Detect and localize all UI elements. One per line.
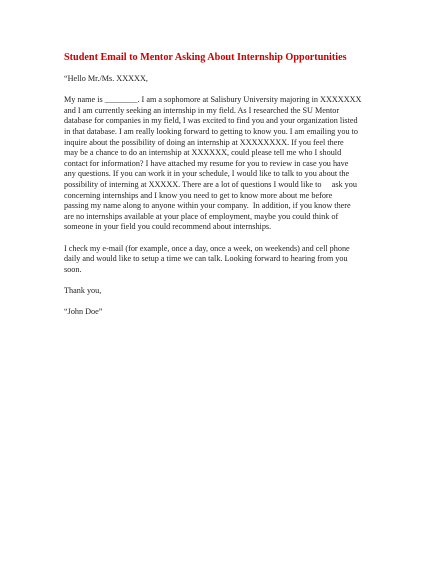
contact-line: soon. xyxy=(64,264,82,274)
body-line: My name is ________. I am a sophomore at Salisbury University majoring in XXXXXXX xyxy=(64,95,362,105)
contact-line: daily and would like to setup a time we can talk. Looking forward to hearing from you xyxy=(64,254,348,264)
body-line: possibility of interning at XXXXX. There are a lot of questions I would like to ask you xyxy=(64,179,357,189)
body-line: database for companies in my field, I was excited to find you and your organization listed xyxy=(64,116,358,126)
body-line: are no internships available at your place of employment, maybe you could think of xyxy=(64,211,339,221)
body-line: and I am currently seeking an internship in my field. As I researched the SU Mentor xyxy=(64,105,340,115)
email-document xyxy=(64,51,400,328)
body-line: in that database. I am really looking forward to getting to know you. I am emailing you to xyxy=(64,126,358,136)
document-title: Student Email to Mentor Asking About Internship Opportunities xyxy=(64,52,347,63)
closing: Thank you, xyxy=(64,285,102,295)
greeting: “Hello Mr./Ms. XXXXX, xyxy=(64,74,148,83)
contact-paragraph xyxy=(64,244,400,276)
body-line: inquire about the possibility of doing an internship at XXXXXXXX. If you feel there xyxy=(64,137,344,147)
body-paragraph xyxy=(64,95,400,233)
body-line: concerning internships and I know you need to get to know more about me before xyxy=(64,190,333,200)
contact-line: I check my e-mail (for example, once a day, once a week, on weekends) and cell phone xyxy=(64,243,350,253)
body-line: someone in your field you could recommend about internships. xyxy=(64,222,272,232)
body-line: passing my name along to anyone within your company. In addition, if you know there xyxy=(64,201,351,211)
body-line: contact for information? I have attached my resume for you to review in case you have xyxy=(64,158,349,168)
body-line: may be a chance to do an internship at XXXXXX, could please tell me who I should xyxy=(64,148,342,158)
signature: “John Doe” xyxy=(64,307,103,317)
body-line: any questions. If you can work it in your schedule, I would like to talk to you about the xyxy=(64,169,350,179)
